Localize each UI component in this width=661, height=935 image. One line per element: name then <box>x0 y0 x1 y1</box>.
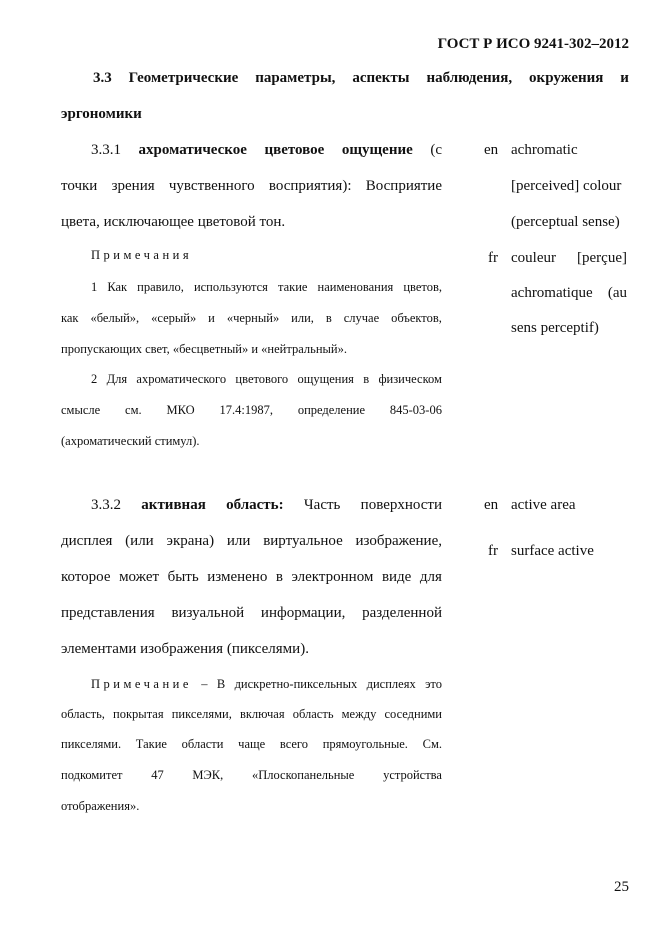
note-word: соседними <box>384 707 442 721</box>
note-word: объектов, <box>391 311 442 325</box>
definition-word: изображение, <box>355 533 442 549</box>
note-word: смысле <box>61 403 101 417</box>
note-2-line2 <box>61 403 442 418</box>
section-heading-continuation: эргономики <box>61 106 142 122</box>
definition-word: восприятия): <box>268 178 352 194</box>
french-term-line <box>511 285 627 302</box>
note-word: область, <box>61 707 105 721</box>
note-word: в <box>363 372 370 386</box>
note-word: «черный» <box>226 311 280 325</box>
note-word: в <box>325 311 332 325</box>
definition-word: Восприятие <box>365 178 442 194</box>
french-term-line <box>511 250 627 267</box>
heading-word: аспекты <box>352 70 410 86</box>
definition-word: виртуальное <box>263 533 343 549</box>
term-3-3-1-line2 <box>61 178 442 195</box>
heading-word: наблюдения, <box>426 70 513 86</box>
note-word: физическом <box>378 372 442 386</box>
note-word: подкомитет <box>61 768 123 782</box>
note-word: и <box>208 311 215 325</box>
note-word: 47 <box>151 768 164 782</box>
note-word: включая <box>239 707 285 721</box>
term-word: область: <box>226 497 284 513</box>
note-3-3-2-line5: отображения». <box>61 799 140 813</box>
note-word: 1 <box>91 280 98 294</box>
note-word: правило, <box>137 280 184 294</box>
definition-word: быть <box>167 569 199 585</box>
language-code-fr: fr <box>488 543 498 559</box>
english-term-line: achromatic <box>511 142 578 158</box>
note-word: устройства <box>383 768 442 782</box>
english-term-line: (perceptual sense) <box>511 214 620 230</box>
heading-word: окружения <box>529 70 604 86</box>
definition-word: визуальной <box>171 605 245 621</box>
note-word: См. <box>422 737 442 751</box>
note-word: пикселями. <box>61 737 122 751</box>
note-2-line3: (ахроматический стимул). <box>61 434 200 448</box>
language-code-en: en <box>484 497 499 513</box>
notes-heading: Примечания <box>91 248 193 262</box>
definition-word: виде <box>381 569 412 585</box>
note-word: определение <box>297 403 366 417</box>
note-word: ахроматического <box>136 372 227 386</box>
note-word: чаще <box>238 737 266 751</box>
definition-word: в <box>275 569 283 585</box>
french-term-line: sens perceptif) <box>511 320 599 336</box>
note-1-line3: пропускающих свет, «бесцветный» и «нейтральный». <box>61 342 347 356</box>
note-2-line1 <box>91 372 442 387</box>
definition-word: или <box>226 533 251 549</box>
note-word: покрытая <box>113 707 164 721</box>
term-number: 3.3.2 <box>91 497 121 513</box>
note-3-3-2-line2 <box>61 707 442 722</box>
note-word: области <box>181 737 224 751</box>
term-word: активная <box>141 497 206 513</box>
definition-word: (с <box>430 142 442 158</box>
french-term-word: [perçue] <box>577 250 627 266</box>
note-1-line2 <box>61 311 442 326</box>
heading-word: параметры, <box>255 70 336 86</box>
note-word: «белый», <box>90 311 140 325</box>
section-heading-3-3 <box>93 70 629 87</box>
note-word: 845-03-06 <box>389 403 442 417</box>
note-word: дисплеях <box>366 677 416 691</box>
note-word: см. <box>125 403 142 417</box>
definition-word: для <box>419 569 442 585</box>
note-word: «серый» <box>151 311 197 325</box>
definition-word: Часть <box>303 497 341 513</box>
note-word: такие <box>277 280 308 294</box>
note-word: 2 <box>91 372 98 386</box>
note-word: используются <box>193 280 268 294</box>
term-3-3-1-line1 <box>91 142 442 159</box>
term-3-3-2-line3 <box>61 569 442 586</box>
note-word: цветового <box>235 372 289 386</box>
term-number: 3.3.1 <box>91 142 121 158</box>
note-word: ощущения <box>297 372 354 386</box>
note-word: всего <box>279 737 309 751</box>
term-word: ахроматическое <box>138 142 247 158</box>
note-word: наименования <box>317 280 394 294</box>
note-word: это <box>425 677 442 691</box>
term-word: цветовое <box>264 142 325 158</box>
section-number: 3.3 <box>93 70 112 86</box>
note-word: цветов, <box>403 280 442 294</box>
definition-word: разделенной <box>362 605 442 621</box>
definition-word: экрана) <box>166 533 215 549</box>
definition-word: чувственного <box>168 178 255 194</box>
heading-word: и <box>620 70 629 86</box>
definition-word: может <box>119 569 160 585</box>
note-1-line1 <box>91 280 442 295</box>
definition-word: изменено <box>207 569 268 585</box>
term-3-3-1-line3: цвета, исключающее цветовой тон. <box>61 214 286 230</box>
note-word: Такие <box>135 737 167 751</box>
note-word: прямоугольные. <box>322 737 408 751</box>
definition-word: (или <box>125 533 154 549</box>
definition-word: представления <box>61 605 155 621</box>
note-3-3-2-line3 <box>61 737 442 752</box>
note-word: как <box>61 311 79 325</box>
note-word: между <box>341 707 377 721</box>
definition-word: точки <box>61 178 98 194</box>
definition-word: зрения <box>111 178 155 194</box>
term-3-3-2-line1 <box>91 497 442 514</box>
note-word: – <box>201 677 208 691</box>
note-word: случае <box>343 311 380 325</box>
french-term-word: (au <box>607 285 627 301</box>
note-word: В <box>216 677 226 691</box>
heading-word: Геометрические <box>128 70 239 86</box>
french-term-word: achromatique <box>511 285 593 301</box>
language-code-fr: fr <box>488 250 498 266</box>
note-word: или, <box>291 311 314 325</box>
definition-word: информации, <box>260 605 346 621</box>
language-code-en: en <box>484 142 499 158</box>
definition-word: поверхности <box>360 497 442 513</box>
note-word: МКО <box>166 403 195 417</box>
note-word: МЭК, <box>192 768 224 782</box>
french-term-word: couleur <box>511 250 556 266</box>
english-term: active area <box>511 497 576 513</box>
note-3-3-2-line4 <box>61 768 442 783</box>
term-3-3-2-line2 <box>61 533 442 550</box>
note-word: дискретно-пиксельных <box>234 677 358 691</box>
term-3-3-2-line4 <box>61 605 442 622</box>
note-word: 17.4:1987, <box>219 403 273 417</box>
document-code: ГОСТ Р ИСО 9241-302–2012 <box>437 36 629 52</box>
note-word: Как <box>107 280 128 294</box>
note-3-3-2-line1 <box>91 677 442 692</box>
term-3-3-2-line5: элементами изображения (пикселями). <box>61 641 309 657</box>
term-word: ощущение <box>341 142 413 158</box>
definition-word: электронном <box>291 569 374 585</box>
definition-word: которое <box>61 569 111 585</box>
note-word: Для <box>106 372 128 386</box>
note-word: «Плоскопанельные <box>251 768 355 782</box>
note-word: область <box>292 707 334 721</box>
english-term-line: [perceived] colour <box>511 178 622 194</box>
definition-word: дисплея <box>61 533 113 549</box>
page-number: 25 <box>614 879 629 895</box>
french-term: surface active <box>511 543 594 559</box>
note-heading: Примечание <box>91 677 192 691</box>
note-word: пикселями, <box>171 707 232 721</box>
